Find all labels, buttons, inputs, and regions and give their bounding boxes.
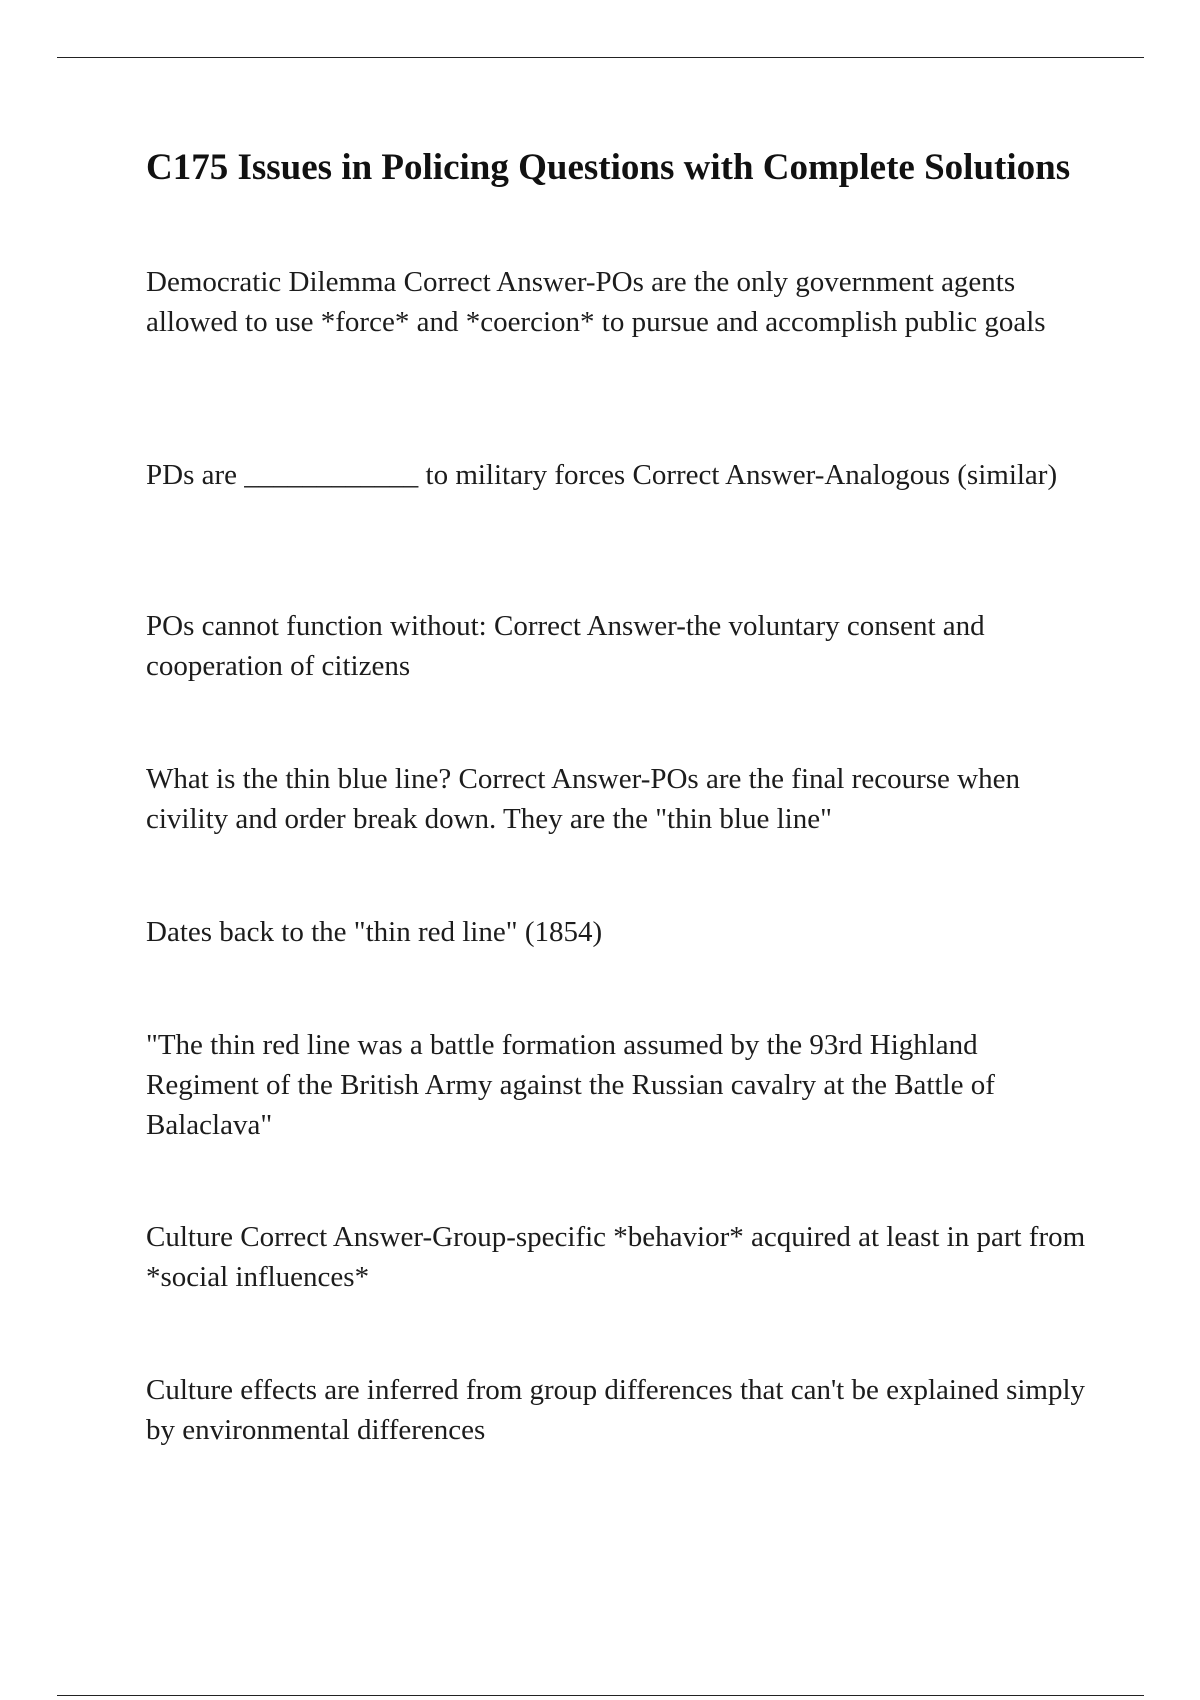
note-paragraph-thin-red-line-quote: "The thin red line was a battle formation assumed by the 93rd Highland Regiment of the British Army against the Russian cavalry at the Battle of Balaclava": [146, 1029, 995, 1141]
qa-paragraph-thin-blue-line: What is the thin blue line? Correct Answer-POs are the final recourse when civility and order break down. They are the "thin blue line": [146, 763, 1020, 835]
header-rule: [57, 57, 1144, 58]
page-title: C175 Issues in Policing Questions with Complete Solutions: [146, 147, 1071, 188]
note-paragraph-thin-red-line-date: Dates back to the "thin red line" (1854): [146, 916, 603, 948]
qa-paragraph-culture: Culture Correct Answer-Group-specific *behavior* acquired at least in part from *social influences*: [146, 1221, 1086, 1293]
note-paragraph-culture-effects: Culture effects are inferred from group differences that can't be explained simply by environmental differences: [146, 1374, 1086, 1446]
qa-paragraph-pos-consent: POs cannot function without: Correct Answer-the voluntary consent and cooperation of citizens: [146, 610, 985, 682]
footer-rule: [57, 1695, 1144, 1696]
qa-paragraph-pds-analogous: PDs are ____________ to military forces Correct Answer-Analogous (similar): [146, 459, 1058, 491]
qa-paragraph-democratic-dilemma: Democratic Dilemma Correct Answer-POs are the only government agents allowed to use *force* and *coercion* to pursue and accomplish public goals: [146, 266, 1046, 338]
